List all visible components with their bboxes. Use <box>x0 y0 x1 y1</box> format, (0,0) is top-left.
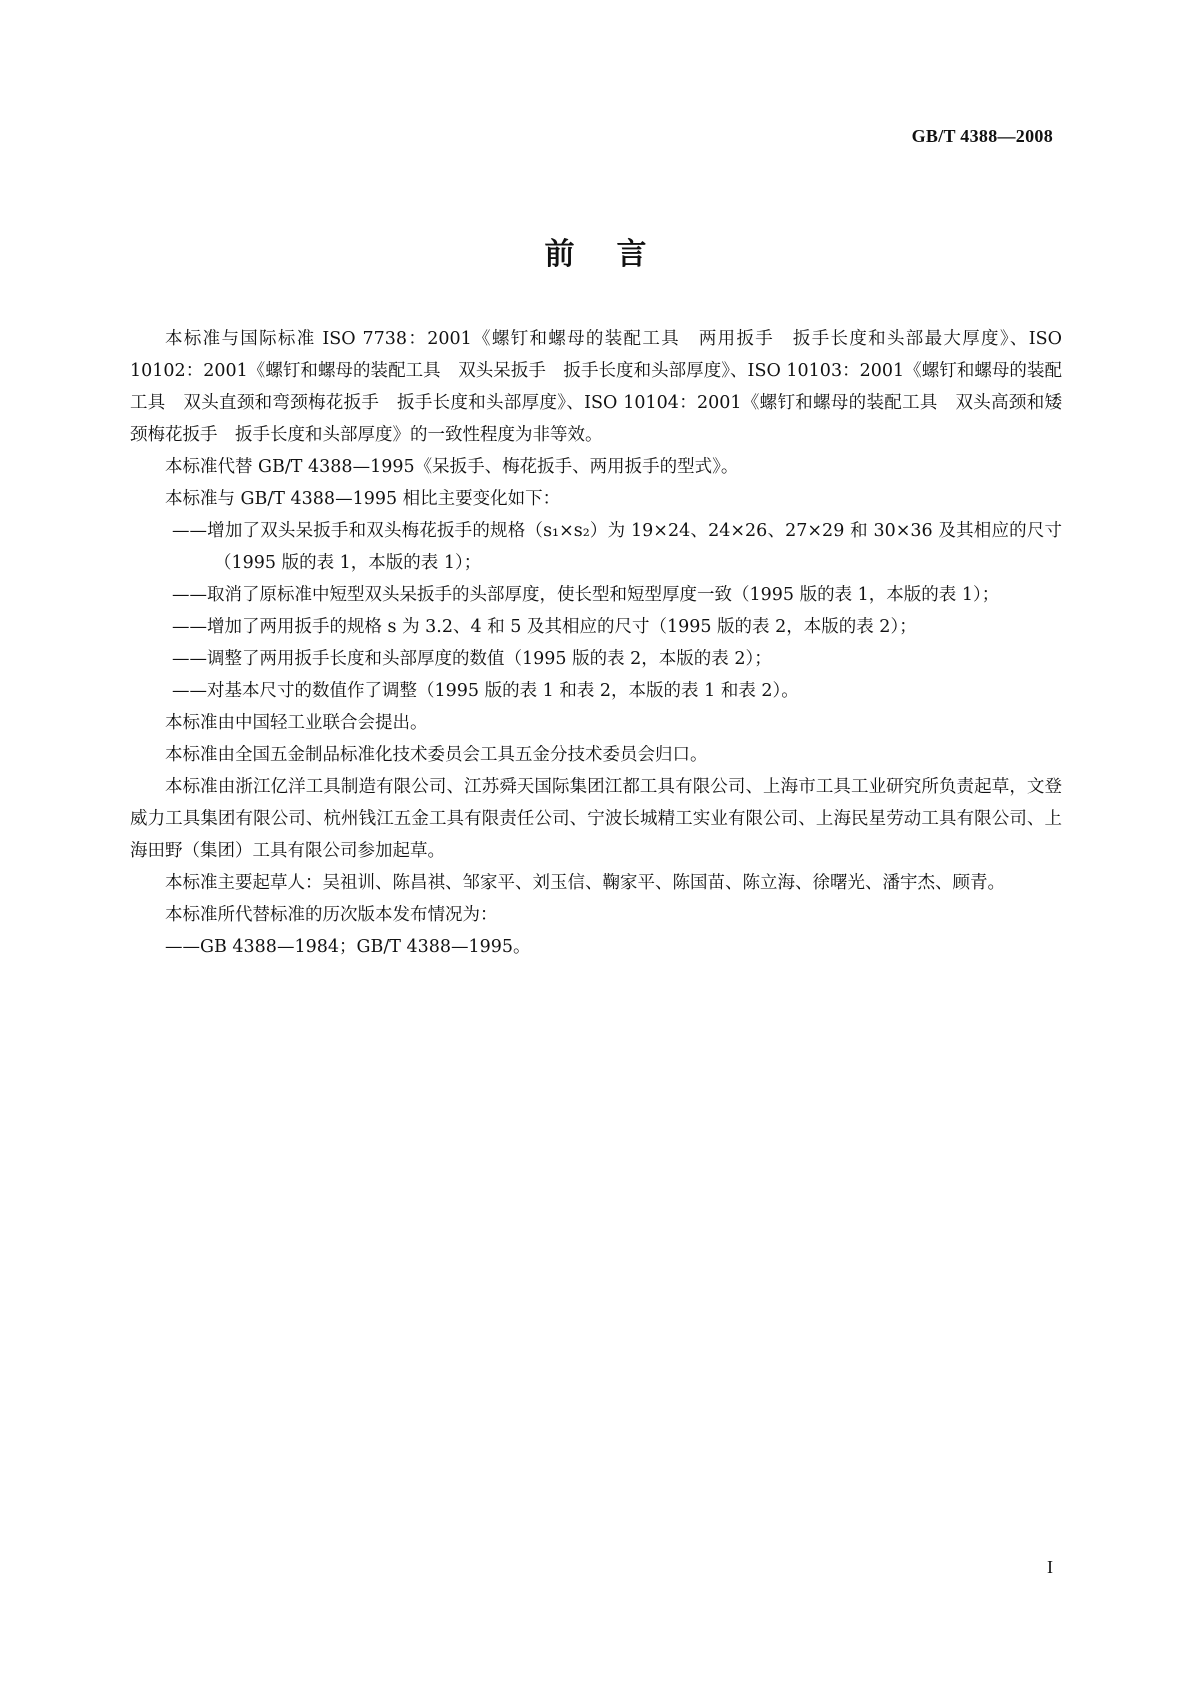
page-title: 前言 <box>544 237 689 272</box>
paragraph-committee: 本标准由全国五金制品标准化技术委员会工具五金分技术委员会归口。 <box>165 745 708 765</box>
paragraph-changes-intro: 本标准与 GB/T 4388—1995 相比主要变化如下： <box>165 489 561 509</box>
paragraph-replaces: 本标准代替 GB/T 4388—1995《呆扳手、梅花扳手、两用扳手的型式》。 <box>165 457 739 477</box>
paragraph-proposer: 本标准由中国轻工业联合会提出。 <box>165 713 428 733</box>
change-item: ——调整了两用扳手长度和头部厚度的数值（1995 版的表 2，本版的表 2）； <box>172 649 772 669</box>
standard-code: GB/T 4388—2008 <box>911 126 1053 146</box>
paragraph-history-intro: 本标准所代替标准的历次版本发布情况为： <box>165 905 498 925</box>
paragraph-equivalence: 本标准与国际标准 ISO 7738：2001《螺钉和螺母的装配工具 两用扳手 扳手长度和头部最大厚度》、ISO 10102：2001《螺钉和螺母的装配工具 双头呆扳手 扳手长度和头部厚度》、ISO 10103：2001《螺钉和螺母的装配工具 双头直颈和弯颈梅花扳手 扳手长度和头部厚度》、ISO 10104：2001《螺钉和螺母的装配工具 双头高颈和矮颈梅花扳手 扳手长度和头部厚度》的一致性程度为非等效。 <box>130 329 1062 445</box>
change-item: ——增加了两用扳手的规格 s 为 3.2、4 和 5 及其相应的尺寸（1995 版的表 2，本版的表 2）； <box>172 617 917 637</box>
page-number: I <box>1047 1557 1053 1577</box>
paragraph-drafting-units: 本标准由浙江亿洋工具制造有限公司、江苏舜天国际集团江都工具有限公司、上海市工具工业研究所负责起草，文登威力工具集团有限公司、杭州钱江五金工具有限责任公司、宁波长城精工实业有限公司、上海民星劳动工具有限公司、上海田野（集团）工具有限公司参加起草。 <box>130 777 1062 861</box>
foreword-body <box>130 323 1062 963</box>
history-item: ——GB 4388—1984；GB/T 4388—1995。 <box>165 937 531 957</box>
change-item: ——增加了双头呆扳手和双头梅花扳手的规格（s₁×s₂）为 19×24、24×26、27×29 和 30×36 及其相应的尺寸（1995 版的表 1，本版的表 1）； <box>172 521 1062 573</box>
change-item: ——对基本尺寸的数值作了调整（1995 版的表 1 和表 2，本版的表 1 和表 2）。 <box>172 681 799 701</box>
paragraph-drafters: 本标准主要起草人：吴祖训、陈昌祺、邹家平、刘玉信、鞠家平、陈国苗、陈立海、徐曙光、潘宇杰、顾青。 <box>165 873 1005 893</box>
change-item: ——取消了原标准中短型双头呆扳手的头部厚度，使长型和短型厚度一致（1995 版的表 1，本版的表 1）； <box>172 585 1000 605</box>
